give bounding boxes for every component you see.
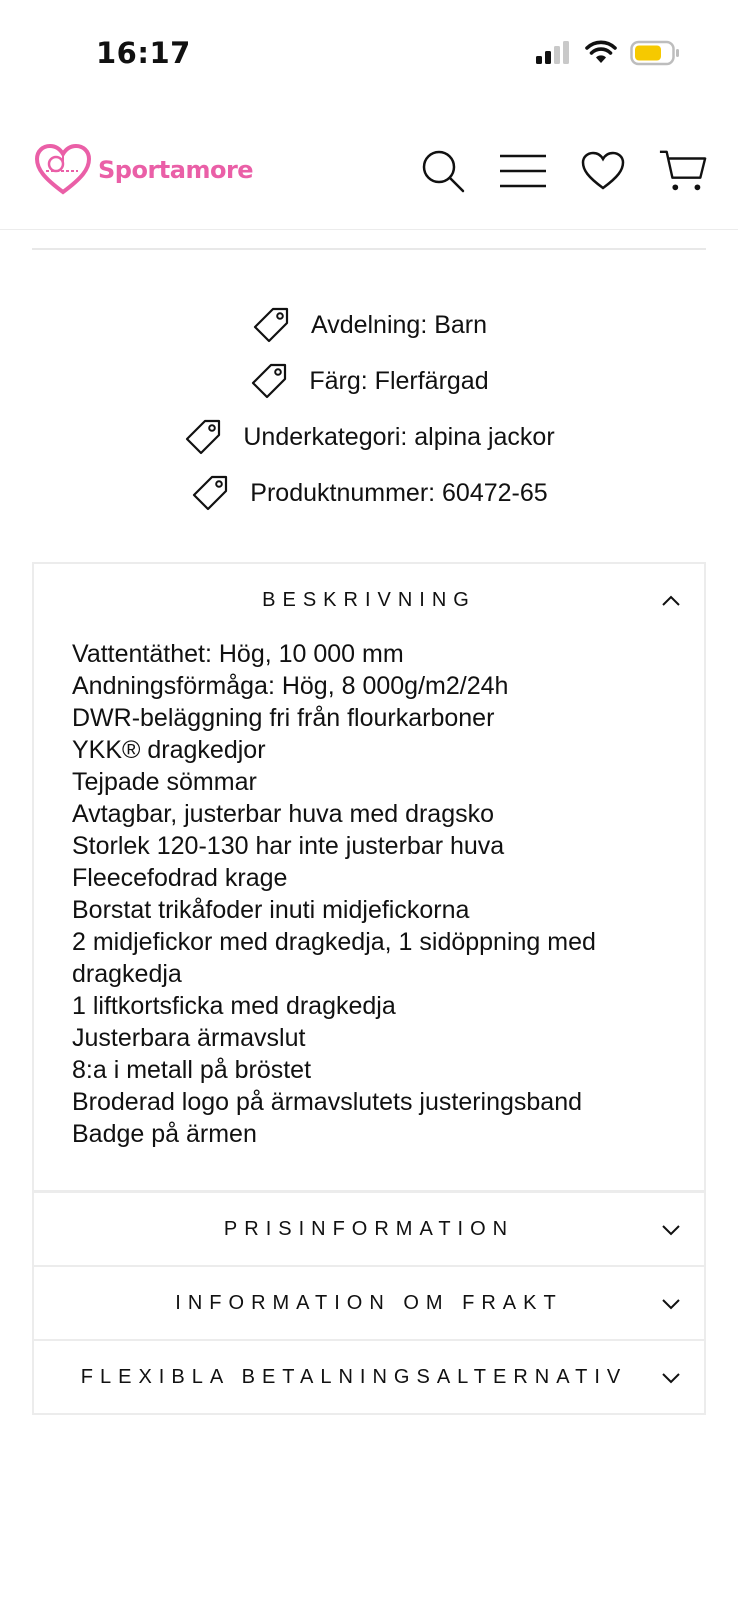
logo-text: Sportamore: [98, 156, 254, 184]
tag-icon: [251, 305, 291, 345]
accordion-header-price[interactable]: [34, 1193, 704, 1265]
accordion-title: BESKRIVNING: [262, 588, 476, 611]
description-line: Justerbara ärmavslut: [72, 1024, 306, 1052]
tag-icon: [190, 473, 230, 513]
accordion-header-description[interactable]: [34, 564, 704, 636]
description-line: DWR-beläggning fri från flourkarboner: [72, 704, 495, 732]
chevron-down-icon: [660, 1293, 682, 1315]
description-line: 8:a i metall på bröstet: [72, 1056, 312, 1084]
description-line: Borstat trikåfoder inuti midjefickorna: [72, 896, 470, 924]
description-body: [34, 636, 704, 1190]
product-attributes: [0, 297, 738, 521]
divider: [32, 248, 706, 250]
description-line: Vattentäthet: Hög, 10 000 mm: [72, 640, 404, 668]
cellular-signal-icon: [536, 41, 572, 65]
attribute-row: [0, 297, 738, 353]
attribute-row: [0, 465, 738, 521]
battery-icon: [630, 40, 680, 66]
accordion-title: FLEXIBLA BETALNINGSALTERNATIV: [80, 1365, 628, 1388]
cart-icon: [658, 148, 708, 194]
accordion-title: INFORMATION OM FRAKT: [175, 1291, 563, 1314]
description-line: Fleecefodrad krage: [72, 864, 288, 892]
status-time: 16:17: [96, 36, 191, 70]
accordion-title: PRISINFORMATION: [223, 1217, 515, 1240]
description-line: Storlek 120-130 har inte justerbar huva: [72, 832, 505, 860]
wifi-icon: [584, 40, 618, 66]
wishlist-button[interactable]: [578, 146, 628, 196]
attribute-row: [0, 409, 738, 465]
description-line: YKK® dragkedjor: [72, 736, 266, 764]
menu-button[interactable]: [498, 146, 548, 196]
attribute-label: Färg: Flerfärgad: [309, 366, 489, 395]
tag-icon: [183, 417, 223, 457]
status-bar: [0, 0, 738, 110]
menu-icon: [498, 153, 548, 189]
description-line: Tejpade sömmar: [72, 768, 257, 796]
attribute-row: [0, 353, 738, 409]
description-line: 2 midjefickor med dragkedja, 1 sidöppning med dragkedja: [72, 928, 596, 988]
description-line: Badge på ärmen: [72, 1120, 257, 1148]
product-info-accordion: [32, 562, 706, 1415]
header-actions: [418, 146, 708, 196]
description-line: Avtagbar, justerbar huva med dragsko: [72, 800, 495, 828]
description-line: Andningsförmåga: Hög, 8 000g/m2/24h: [72, 672, 509, 700]
attribute-label: Avdelning: Barn: [310, 310, 488, 339]
cart-button[interactable]: [658, 146, 708, 196]
description-line: 1 liftkortsficka med dragkedja: [72, 992, 396, 1020]
status-icons: [536, 40, 680, 66]
chevron-down-icon: [660, 1367, 682, 1389]
chevron-up-icon: [660, 590, 682, 612]
accordion-header-payment[interactable]: [34, 1341, 704, 1413]
sportamore-logo[interactable]: [34, 144, 253, 196]
heart-logo-icon: [34, 144, 92, 196]
chevron-down-icon: [660, 1219, 682, 1241]
accordion-header-shipping[interactable]: [34, 1267, 704, 1339]
search-icon: [420, 148, 466, 194]
description-line: Broderad logo på ärmavslutets justeringsband: [72, 1088, 583, 1116]
attribute-label: Produktnummer: 60472-65: [250, 478, 548, 507]
heart-icon: [580, 150, 626, 192]
site-header: [0, 110, 738, 230]
search-button[interactable]: [418, 146, 468, 196]
tag-icon: [249, 361, 289, 401]
attribute-label: Underkategori: alpina jackor: [243, 422, 555, 451]
